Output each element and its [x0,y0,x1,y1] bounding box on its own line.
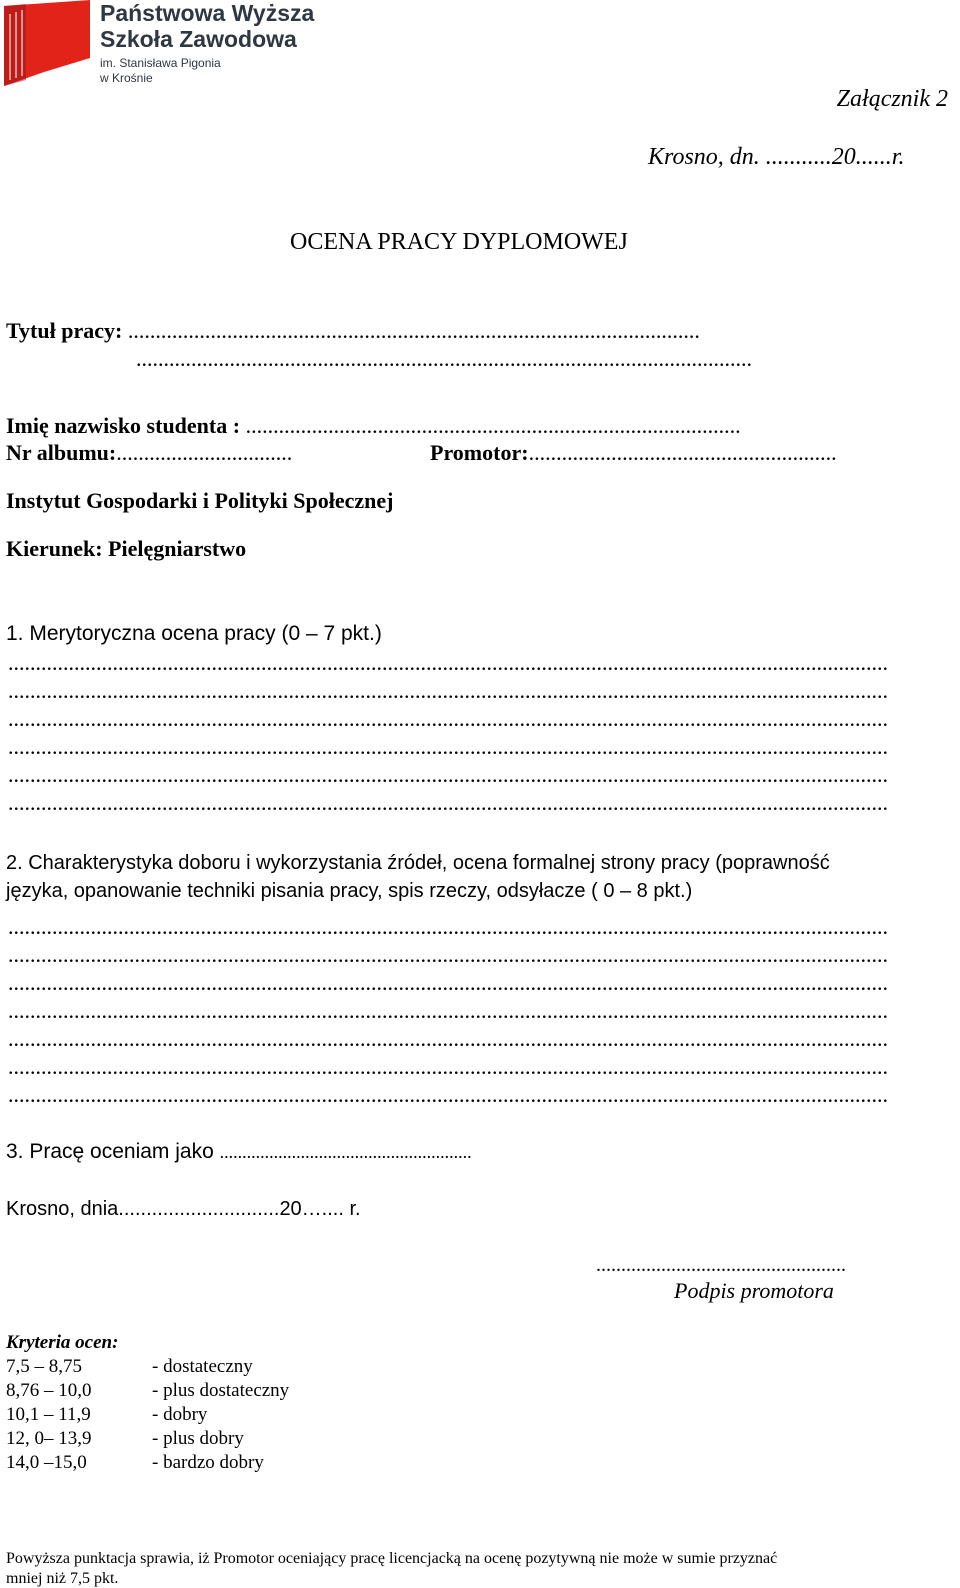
criteria-range-2: 8,76 – 10,0 [6,1380,92,1401]
criteria-range-4: 12, 0– 13,9 [6,1428,92,1449]
section-2-line-6: ................................................................................................................................................................ [8,1054,888,1074]
student-name-dots: .......................................................................................... [245,413,741,438]
promoter-row [430,440,837,466]
thesis-title-label [6,318,700,344]
signature-dots: .................................................. [596,1254,846,1276]
criteria-range-5: 14,0 –15,0 [6,1452,87,1473]
section-1-line-6: ................................................................................................................................................................ [8,790,888,810]
criteria-grade-4: - plus dobry [152,1428,244,1449]
section-1-line-4: ................................................................................................................................................................ [8,734,888,754]
student-name-row [6,413,741,439]
promoter-label: Promotor: [430,440,529,465]
logo-line-2: Szkoła Zawodowa [100,26,297,52]
signature-label: Podpis promotora [674,1278,834,1303]
criteria-range-3: 10,1 – 11,9 [6,1404,91,1425]
section-1-line-2: ................................................................................................................................................................ [8,678,888,698]
album-label: Nr albumu: [6,440,117,465]
album-row [6,440,292,466]
logo-mark-icon [4,0,90,86]
grade-dots: ........................................................ [219,1142,472,1162]
section-1-line-1: ................................................................................................................................................................ [8,650,888,670]
course-name: Kierunek: Pielęgniarstwo [6,536,247,561]
date-line: Krosno, dnia.............................20….... r. [6,1198,361,1220]
place-date-header: Krosno, dn. ...........20......r. [648,144,905,170]
section-1-line-3: ................................................................................................................................................................ [8,706,888,726]
section-3-row [6,1140,472,1164]
thesis-title-label-text: Tytuł pracy: [6,318,123,343]
logo-line-4: w Krośnie [100,71,153,85]
student-name-label: Imię nazwisko studenta : [6,413,241,438]
school-logo [4,0,334,86]
section-2-line-5: ................................................................................................................................................................ [8,1026,888,1046]
criteria-heading: Kryteria ocen: [6,1332,119,1353]
attachment-label: Załącznik 2 [836,86,948,112]
criteria-grade-2: - plus dostateczny [152,1380,290,1401]
section-2-line-7: ................................................................................................................................................................ [8,1082,888,1102]
thesis-title-dots: ........................................................................................................ [127,318,700,343]
document-title: OCENA PRACY DYPLOMOWEJ [290,229,628,255]
footer-note-line-1: Powyższa punktacja sprawia, iż Promotor oceniający pracę licencjacką na ocenę pozytywną nie może w sumie przyznać [6,1550,778,1567]
section-2-heading-line-2: języka, opanowanie techniki pisania pracy, spis rzeczy, odsyłacze ( 0 – 8 pkt.) [6,880,693,902]
section-2-line-4: ................................................................................................................................................................ [8,998,888,1018]
section-1-heading: 1. Merytoryczna ocena pracy (0 – 7 pkt.) [6,622,382,645]
criteria-grade-3: - dobry [152,1404,208,1425]
logo-text [100,0,314,86]
grade-label: 3. Pracę oceniam jako [6,1140,214,1163]
logo-line-1: Państwowa Wyższa [100,0,315,26]
section-2-heading-line-1: 2. Charakterystyka doboru i wykorzystania źródeł, ocena formalnej strony pracy (poprawność [6,852,830,874]
thesis-title-dots-line2: ................................................................................................................ [136,346,752,371]
criteria-grade-1: - dostateczny [152,1356,253,1377]
footer-note-line-2: mniej niż 7,5 pkt. [6,1570,119,1587]
criteria-range-1: 7,5 – 8,75 [6,1356,82,1377]
logo-line-3: im. Stanisława Pigonia [100,56,221,70]
section-2-line-1: ................................................................................................................................................................ [8,914,888,934]
promoter-dots: ........................................................ [528,440,837,465]
section-1-line-5: ................................................................................................................................................................ [8,762,888,782]
album-dots: ................................ [116,440,293,465]
section-2-line-2: ................................................................................................................................................................ [8,942,888,962]
section-2-line-3: ................................................................................................................................................................ [8,970,888,990]
institute-name: Instytut Gospodarki i Polityki Społecznej [6,488,394,513]
criteria-grade-5: - bardzo dobry [152,1452,264,1473]
